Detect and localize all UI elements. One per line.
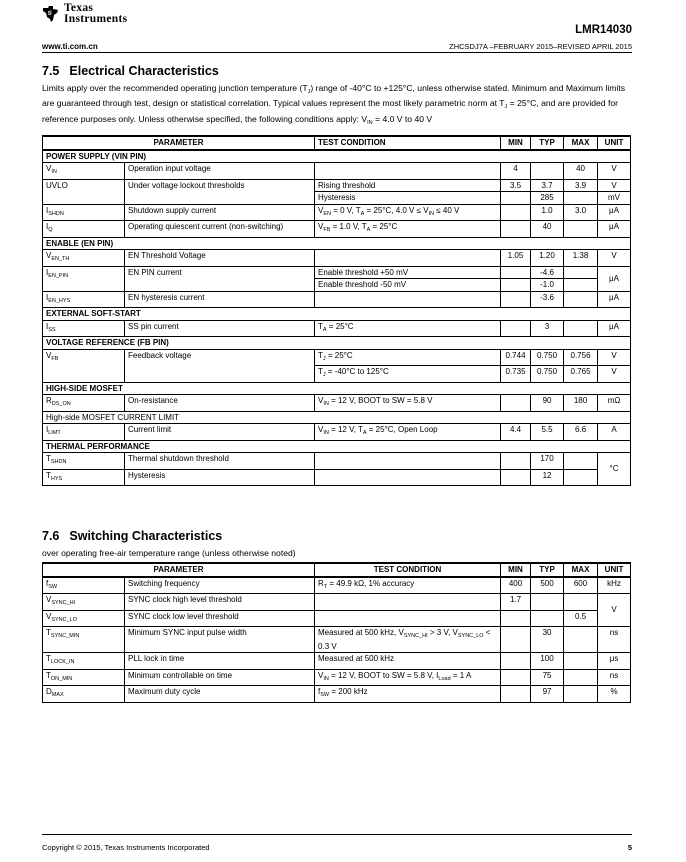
max: 180 <box>564 395 598 412</box>
section-heading: Switching Characteristics <box>69 529 223 543</box>
symbol: $I_{EN\_HYS}$ <box>43 291 125 308</box>
min: 4 <box>501 163 531 180</box>
condition: Measured at 500 kHz, $V_{SYNC\_HI} > 3$ V, $V_{SYNC\_LO} < 0.3$ V <box>315 627 501 653</box>
min: 0.735 <box>501 366 531 383</box>
group-label: High-side MOSFET CURRENT LIMIT <box>43 411 631 424</box>
min <box>501 669 531 686</box>
parameter: Current limit <box>125 424 315 441</box>
table-row <box>43 221 631 238</box>
max: 0.5 <box>564 610 598 627</box>
symbol: $I_Q$ <box>43 221 125 238</box>
section-heading: Electrical Characteristics <box>69 64 219 78</box>
parameter: Shutdown supply current <box>125 204 315 221</box>
symbol: $I_{SHDN}$ <box>43 204 125 221</box>
max <box>564 686 598 703</box>
condition: $V_{IN} = 12$ V, BOOT to SW = 5.8 V <box>315 395 501 412</box>
min <box>501 653 531 670</box>
website-link[interactable]: www.ti.com.cn <box>42 42 98 51</box>
condition: Rising threshold <box>315 179 501 192</box>
symbol: $V_{SYNC\_HI}$ <box>43 594 125 611</box>
max <box>564 279 598 292</box>
group-row <box>43 411 631 424</box>
parameter: Maximum duty cycle <box>125 686 315 703</box>
symbol: $R_{DS\_ON}$ <box>43 395 125 412</box>
condition: Enable threshold +50 mV <box>315 266 501 279</box>
section-intro: over operating free-air temperature range (unless otherwise noted) <box>42 548 296 558</box>
condition: $T_J = 25^\circ C$ <box>315 349 501 366</box>
unit: V <box>598 179 631 192</box>
section-number: 7.6 <box>42 529 60 543</box>
parameter: Switching frequency <box>125 577 315 594</box>
col-header-typ: TYP <box>531 136 564 150</box>
typ: -4.6 <box>531 266 564 279</box>
typ: 75 <box>531 669 564 686</box>
min <box>501 204 531 221</box>
typ: 285 <box>531 192 564 205</box>
typ: 0.750 <box>531 366 564 383</box>
typ: -3.6 <box>531 291 564 308</box>
unit: °C <box>598 453 631 486</box>
typ: 1.0 <box>531 204 564 221</box>
parameter: Feedback voltage <box>125 349 315 382</box>
typ: 97 <box>531 686 564 703</box>
symbol: $I_{EN\_PIN}$ <box>43 266 125 291</box>
unit: μs <box>598 653 631 670</box>
logo-line2: Instruments <box>64 13 128 25</box>
min <box>501 469 531 486</box>
symbol: $T_{LOCK\_IN}$ <box>43 653 125 670</box>
typ: 90 <box>531 395 564 412</box>
table-header-row <box>43 563 631 577</box>
parameter: Minimum SYNC input pulse width <box>125 627 315 653</box>
parameter: Thermal shutdown threshold <box>125 453 315 470</box>
symbol: $f_{SW}$ <box>43 577 125 594</box>
min <box>501 610 531 627</box>
unit: ns <box>598 669 631 686</box>
condition <box>315 469 501 486</box>
typ <box>531 610 564 627</box>
parameter: Operation input voltage <box>125 163 315 180</box>
group-label: POWER SUPPLY (VIN PIN) <box>43 150 631 163</box>
col-header-max: MAX <box>564 136 598 150</box>
condition: Measured at 500 kHz <box>315 653 501 670</box>
section-title-7-6 <box>42 529 222 543</box>
header-rule <box>42 52 632 53</box>
group-label: ENABLE (EN PIN) <box>43 237 631 250</box>
parameter: On-resistance <box>125 395 315 412</box>
symbol: $I_{SS}$ <box>43 320 125 337</box>
table-row <box>43 179 631 192</box>
condition: $T_A = 25^\circ C$ <box>315 320 501 337</box>
parameter: SYNC clock low level threshold <box>125 610 315 627</box>
max: 6.6 <box>564 424 598 441</box>
min <box>501 291 531 308</box>
typ: 500 <box>531 577 564 594</box>
condition: Enable threshold -50 mV <box>315 279 501 292</box>
min <box>501 192 531 205</box>
symbol: $T_{ON\_MIN}$ <box>43 669 125 686</box>
ti-logo[interactable] <box>42 3 127 25</box>
max <box>564 221 598 238</box>
max: 0.756 <box>564 349 598 366</box>
unit: ns <box>598 627 631 653</box>
col-header-min: MIN <box>501 136 531 150</box>
min <box>501 320 531 337</box>
symbol: $V_{FB}$ <box>43 349 125 382</box>
table-row <box>43 453 631 470</box>
unit: μA <box>598 204 631 221</box>
svg-text:ti: ti <box>48 11 52 17</box>
group-row <box>43 150 631 163</box>
max: 3.0 <box>564 204 598 221</box>
unit: μA <box>598 291 631 308</box>
condition: $V_{IN} = 12$ V, $T_A = 25^\circ C$, Open Loop <box>315 424 501 441</box>
table-row <box>43 395 631 412</box>
max <box>564 453 598 470</box>
condition: $V_{FB} = 1.0$ V, $T_A = 25^\circ C$ <box>315 221 501 238</box>
ti-logo-text <box>64 3 127 25</box>
group-row <box>43 382 631 395</box>
max <box>564 627 598 653</box>
table-row <box>43 291 631 308</box>
unit: % <box>598 686 631 703</box>
table-row <box>43 577 631 594</box>
condition <box>315 163 501 180</box>
col-header-max: MAX <box>564 563 598 577</box>
col-header-min: MIN <box>501 563 531 577</box>
min <box>501 627 531 653</box>
typ: 1.20 <box>531 250 564 267</box>
typ: 30 <box>531 627 564 653</box>
max <box>564 291 598 308</box>
min: 3.5 <box>501 179 531 192</box>
parameter: SYNC clock high level threshold <box>125 594 315 611</box>
max <box>564 320 598 337</box>
parameter: Minimum controllable on time <box>125 669 315 686</box>
condition: $R_T = 49.9$ kΩ, 1% accuracy <box>315 577 501 594</box>
unit: μA <box>598 320 631 337</box>
min: 0.744 <box>501 349 531 366</box>
typ <box>531 594 564 611</box>
min <box>501 686 531 703</box>
condition: $V_{EN} = 0$ V, $T_A = 25^\circ C$, 4.0 $V \le V_{IN} \le 40$ V <box>315 204 501 221</box>
unit: V <box>598 163 631 180</box>
typ: 3 <box>531 320 564 337</box>
typ: 12 <box>531 469 564 486</box>
section-title-7-5 <box>42 64 219 78</box>
parameter: Hysteresis <box>125 469 315 486</box>
table-row <box>43 610 631 627</box>
col-header-typ: TYP <box>531 563 564 577</box>
parameter: EN hysteresis current <box>125 291 315 308</box>
table-row <box>43 686 631 703</box>
condition <box>315 453 501 470</box>
table-row <box>43 627 631 653</box>
max: 600 <box>564 577 598 594</box>
condition: $V_{IN} = 12$ V, BOOT to SW = 5.8 V, $I_{Load} = 1$ A <box>315 669 501 686</box>
table-row <box>43 204 631 221</box>
group-row <box>43 308 631 321</box>
symbol: UVLO <box>43 179 125 204</box>
typ <box>531 163 564 180</box>
typ: -1.0 <box>531 279 564 292</box>
min <box>501 279 531 292</box>
group-label: VOLTAGE REFERENCE (FB PIN) <box>43 337 631 350</box>
document-id: ZHCSDJ7A –FEBRUARY 2015–REVISED APRIL 2015 <box>449 42 632 51</box>
unit: mV <box>598 192 631 205</box>
max <box>564 192 598 205</box>
group-label: EXTERNAL SOFT-START <box>43 308 631 321</box>
symbol: $V_{IN}$ <box>43 163 125 180</box>
group-row <box>43 337 631 350</box>
max: 40 <box>564 163 598 180</box>
condition <box>315 610 501 627</box>
max <box>564 594 598 611</box>
group-label: THERMAL PERFORMANCE <box>43 440 631 453</box>
col-header-condition: TEST CONDITION <box>315 563 501 577</box>
footer-rule <box>42 834 632 835</box>
unit: V <box>598 366 631 383</box>
ti-logo-icon <box>42 5 60 23</box>
symbol: $I_{LIMT}$ <box>43 424 125 441</box>
condition: Hysteresis <box>315 192 501 205</box>
section-intro: Limits apply over the recommended operating junction temperature $(T_J)$ range of -40°C to +125°C, unless otherwise stated. Minimum and Maximum limits are guaranteed through test, design or statistical correlation. Typical values represent the most likely parametric norm at $T_J = 25^\circ C$, and are provided for reference purposes only. Unless otherwise specified, the following conditions apply: $V_{IN} = 4.0$ V to 40 V <box>42 83 626 126</box>
table-row <box>43 349 631 366</box>
symbol: $V_{SYNC\_LO}$ <box>43 610 125 627</box>
electrical-characteristics-table <box>42 135 631 486</box>
group-label: HIGH-SIDE MOSFET <box>43 382 631 395</box>
typ: 100 <box>531 653 564 670</box>
table-row <box>43 266 631 279</box>
unit: mΩ <box>598 395 631 412</box>
table-row <box>43 669 631 686</box>
symbol: $T_{SHDN}$ <box>43 453 125 470</box>
table-header-row <box>43 136 631 150</box>
parameter: PLL lock in time <box>125 653 315 670</box>
group-row <box>43 440 631 453</box>
table-row <box>43 320 631 337</box>
unit: μA <box>598 221 631 238</box>
symbol: $T_{HYS}$ <box>43 469 125 486</box>
condition <box>315 291 501 308</box>
max <box>564 469 598 486</box>
symbol: $T_{SYNC\_MIN}$ <box>43 627 125 653</box>
unit: kHz <box>598 577 631 594</box>
min: 400 <box>501 577 531 594</box>
parameter: Operating quiescent current (non-switching) <box>125 221 315 238</box>
typ: 170 <box>531 453 564 470</box>
max <box>564 669 598 686</box>
min: 1.7 <box>501 594 531 611</box>
parameter: SS pin current <box>125 320 315 337</box>
unit: μA <box>598 266 631 291</box>
max: 0.765 <box>564 366 598 383</box>
col-header-parameter: PARAMETER <box>43 136 315 150</box>
table-row <box>43 250 631 267</box>
min: 4.4 <box>501 424 531 441</box>
table-row <box>43 469 631 486</box>
min: 1.05 <box>501 250 531 267</box>
max: 1.38 <box>564 250 598 267</box>
parameter: EN Threshold Voltage <box>125 250 315 267</box>
parameter: Under voltage lockout thresholds <box>125 179 315 204</box>
symbol: $V_{EN\_TH}$ <box>43 250 125 267</box>
typ: 40 <box>531 221 564 238</box>
unit: A <box>598 424 631 441</box>
typ: 0.750 <box>531 349 564 366</box>
table-row <box>43 594 631 611</box>
min <box>501 395 531 412</box>
parameter: EN PIN current <box>125 266 315 291</box>
max <box>564 653 598 670</box>
symbol: $D_{MAX}$ <box>43 686 125 703</box>
min <box>501 266 531 279</box>
table-row <box>43 653 631 670</box>
max: 3.9 <box>564 179 598 192</box>
typ: 5.5 <box>531 424 564 441</box>
unit: V <box>598 594 631 627</box>
typ: 3.7 <box>531 179 564 192</box>
switching-characteristics-table <box>42 562 631 703</box>
table-row <box>43 424 631 441</box>
max <box>564 266 598 279</box>
col-header-unit: UNIT <box>598 136 631 150</box>
condition: $f_{SW} = 200$ kHz <box>315 686 501 703</box>
condition: $T_J = -40^\circ C$ to 125°C <box>315 366 501 383</box>
page-number: 5 <box>627 843 632 852</box>
logo-line1: Texas <box>64 2 94 14</box>
group-row <box>43 237 631 250</box>
condition <box>315 250 501 267</box>
section-number: 7.5 <box>42 64 60 78</box>
table-row <box>43 163 631 180</box>
condition <box>315 594 501 611</box>
min <box>501 221 531 238</box>
col-header-parameter: PARAMETER <box>43 563 315 577</box>
copyright-notice: Copyright © 2015, Texas Instruments Incorporated <box>42 843 210 852</box>
min <box>501 453 531 470</box>
unit: V <box>598 349 631 366</box>
col-header-condition: TEST CONDITION <box>315 136 501 150</box>
col-header-unit: UNIT <box>598 563 631 577</box>
part-number: LMR14030 <box>575 24 632 36</box>
unit: V <box>598 250 631 267</box>
